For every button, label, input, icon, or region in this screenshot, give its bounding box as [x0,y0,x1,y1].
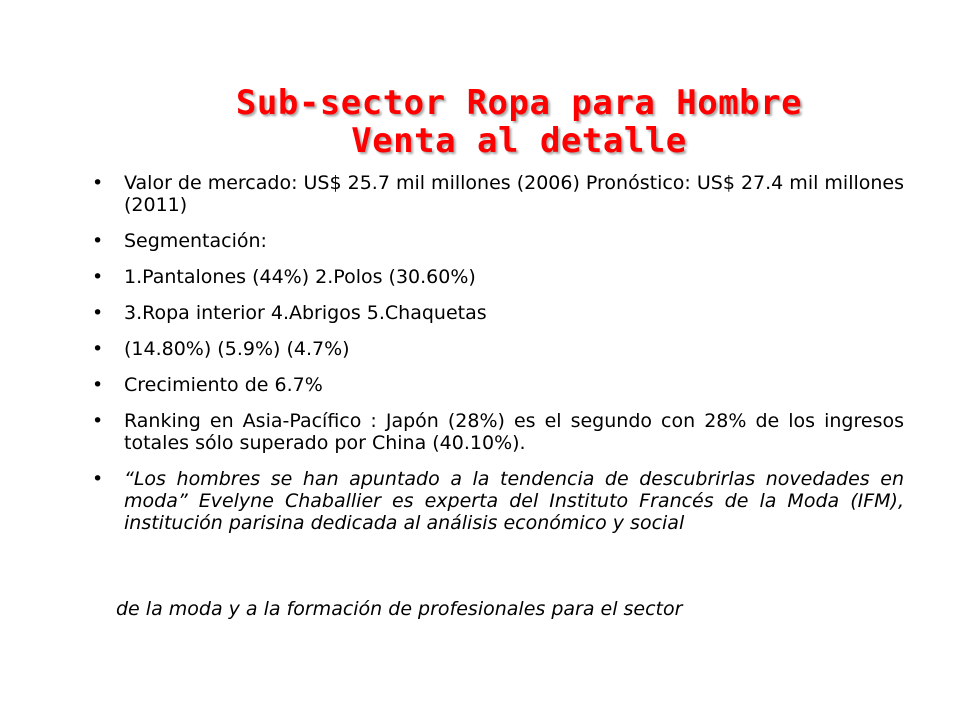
bullet-icon: • [92,338,104,360]
quote-continuation: de la moda y a la formación de profesionales para el sector [116,598,683,620]
bullet-item-segments-1 [92,266,904,288]
bullet-text: Crecimiento de 6.7% [124,374,323,396]
title-line-2: Venta al detalle [351,121,687,161]
bullet-item-segmentation [92,230,904,252]
bullet-icon: • [92,230,104,252]
bullet-item-growth [92,374,904,396]
bullet-item-quote [92,468,904,534]
bullet-text: (14.80%) (5.9%) (4.7%) [124,338,350,360]
bullet-item-segments-2 [92,302,904,324]
bullet-text: Segmentación: [124,230,267,252]
slide-title [0,84,960,160]
bullet-text: 3.Ropa interior 4.Abrigos 5.Chaquetas [124,302,487,324]
bullet-icon: • [92,172,104,194]
bullet-icon: • [92,410,104,432]
title-line-1: Sub-sector Ropa para Hombre [235,83,803,123]
bullet-icon: • [92,468,104,490]
bullet-text: 1.Pantalones (44%) 2.Polos (30.60%) [124,266,476,288]
bullet-icon: • [92,374,104,396]
bullet-icon: • [92,302,104,324]
bullet-item-segments-3 [92,338,904,360]
bullet-text: Ranking en Asia-Pacífico : Japón (28%) es el segundo con 28% de los ingresos totales sólo superado por China (40.10%). [124,410,904,454]
bullet-icon: • [92,266,104,288]
bullet-item-market-value [92,172,904,216]
bullet-text: Valor de mercado: US$ 25.7 mil millones (2006) Pronóstico: US$ 27.4 mil millones (2011) [124,172,905,216]
bullet-text: “Los hombres se han apuntado a la tendencia de descubrirlas novedades en moda” Evelyne Chaballier es experta del Instituto Francés de la Moda (IFM), institución parisina dedicada al análisis económico y social [124,468,904,534]
bullet-list [92,172,904,548]
bullet-item-ranking [92,410,904,454]
